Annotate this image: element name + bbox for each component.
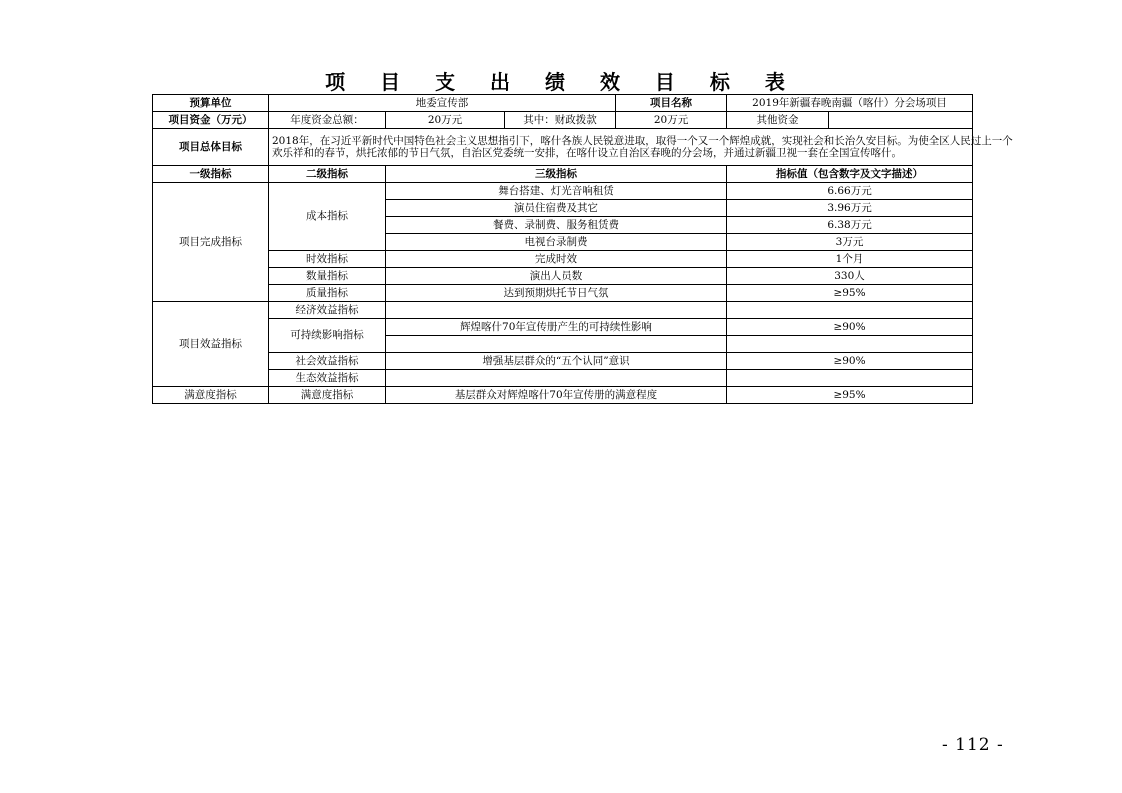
overall-goal-cell [269, 129, 1013, 166]
level3-cell: 达到预期烘托节日气氛 [386, 285, 727, 302]
project-name-label: 项目名称 [616, 95, 727, 112]
col-value-header: 指标值（包含数字及文字描述） [727, 166, 973, 183]
group-benefit: 项目效益指标 [153, 302, 269, 387]
funds-row [153, 112, 973, 129]
level2-cell: 质量指标 [269, 285, 386, 302]
level3-cell [386, 302, 727, 319]
table-row [153, 183, 973, 200]
value-cell: 3万元 [727, 234, 973, 251]
level3-cell: 完成时效 [386, 251, 727, 268]
value-cell: 6.38万元 [727, 217, 973, 234]
overall-goal-text: 2018年，在习近平新时代中国特色社会主义思想指引下，喀什各族人民锐意进取，取得一个又一个辉煌成就，实现社会和长治久安目标。为使全区人民过上一个欢乐祥和的春节，烘托浓郁的节日气氛，自治区党委统一安排，在喀什设立自治区春晚的分会场，并通过新疆卫视一套在全国宣传喀什。 [272, 134, 1013, 159]
value-cell: 3.96万元 [727, 200, 973, 217]
other-funds-value [829, 112, 973, 129]
value-cell: ≥95% [727, 285, 973, 302]
group-completion: 项目完成指标 [153, 183, 269, 302]
level2-cell: 社会效益指标 [269, 353, 386, 370]
level2-cell: 数量指标 [269, 268, 386, 285]
value-cell: 1个月 [727, 251, 973, 268]
table-row [153, 353, 973, 370]
table-row [153, 268, 973, 285]
table-row [153, 302, 973, 319]
level3-cell [386, 336, 727, 353]
fiscal-allocation-label: 其中：财政拨款 [505, 112, 616, 129]
level2-cell: 满意度指标 [269, 387, 386, 404]
col-level2-header: 二级指标 [269, 166, 386, 183]
level2-cell: 时效指标 [269, 251, 386, 268]
level3-cell: 演员住宿费及其它 [386, 200, 727, 217]
annual-funds-value: 20万元 [386, 112, 505, 129]
table-row [153, 370, 973, 387]
column-header-row [153, 166, 973, 183]
level3-cell: 基层群众对辉煌喀什70年宣传册的满意程度 [386, 387, 727, 404]
group-satisfaction: 满意度指标 [153, 387, 269, 404]
table-row [153, 285, 973, 302]
level3-cell: 演出人员数 [386, 268, 727, 285]
value-cell [727, 336, 973, 353]
fiscal-allocation-value: 20万元 [616, 112, 727, 129]
col-level3-header: 三级指标 [386, 166, 727, 183]
level3-cell: 电视台录制费 [386, 234, 727, 251]
other-funds-label: 其他资金 [727, 112, 829, 129]
col-level1-header: 一级指标 [153, 166, 269, 183]
annual-funds-label: 年度资金总额： [269, 112, 386, 129]
value-cell: ≥90% [727, 353, 973, 370]
level2-cell: 成本指标 [269, 183, 386, 251]
funds-label: 项目资金（万元） [153, 112, 269, 129]
level3-cell: 餐费、录制费、服务租赁费 [386, 217, 727, 234]
level3-cell: 增强基层群众的“五个认同”意识 [386, 353, 727, 370]
table-row [153, 387, 973, 404]
project-name-value: 2019年新疆春晚南疆（喀什）分会场项目 [727, 95, 973, 112]
table-row [153, 319, 973, 336]
value-cell: 6.66万元 [727, 183, 973, 200]
overall-goal-row [153, 129, 973, 166]
level3-cell: 辉煌喀什70年宣传册产生的可持续性影响 [386, 319, 727, 336]
value-cell [727, 370, 973, 387]
page-number: - 112 - [942, 735, 1004, 755]
performance-target-table [152, 94, 1013, 404]
header-row [153, 95, 973, 112]
overall-goal-label: 项目总体目标 [153, 129, 269, 166]
budget-unit-label: 预算单位 [153, 95, 269, 112]
value-cell: ≥90% [727, 319, 973, 336]
value-cell: ≥95% [727, 387, 973, 404]
value-cell: 330人 [727, 268, 973, 285]
budget-unit-value: 地委宣传部 [269, 95, 616, 112]
level2-cell: 可持续影响指标 [269, 319, 386, 353]
level2-cell: 生态效益指标 [269, 370, 386, 387]
level3-cell: 舞台搭建、灯光音响租赁 [386, 183, 727, 200]
table-row [153, 251, 973, 268]
table-title: 项 目 支 出 绩 效 目 标 表 [325, 70, 799, 94]
value-cell [727, 302, 973, 319]
level3-cell [386, 370, 727, 387]
level2-cell: 经济效益指标 [269, 302, 386, 319]
